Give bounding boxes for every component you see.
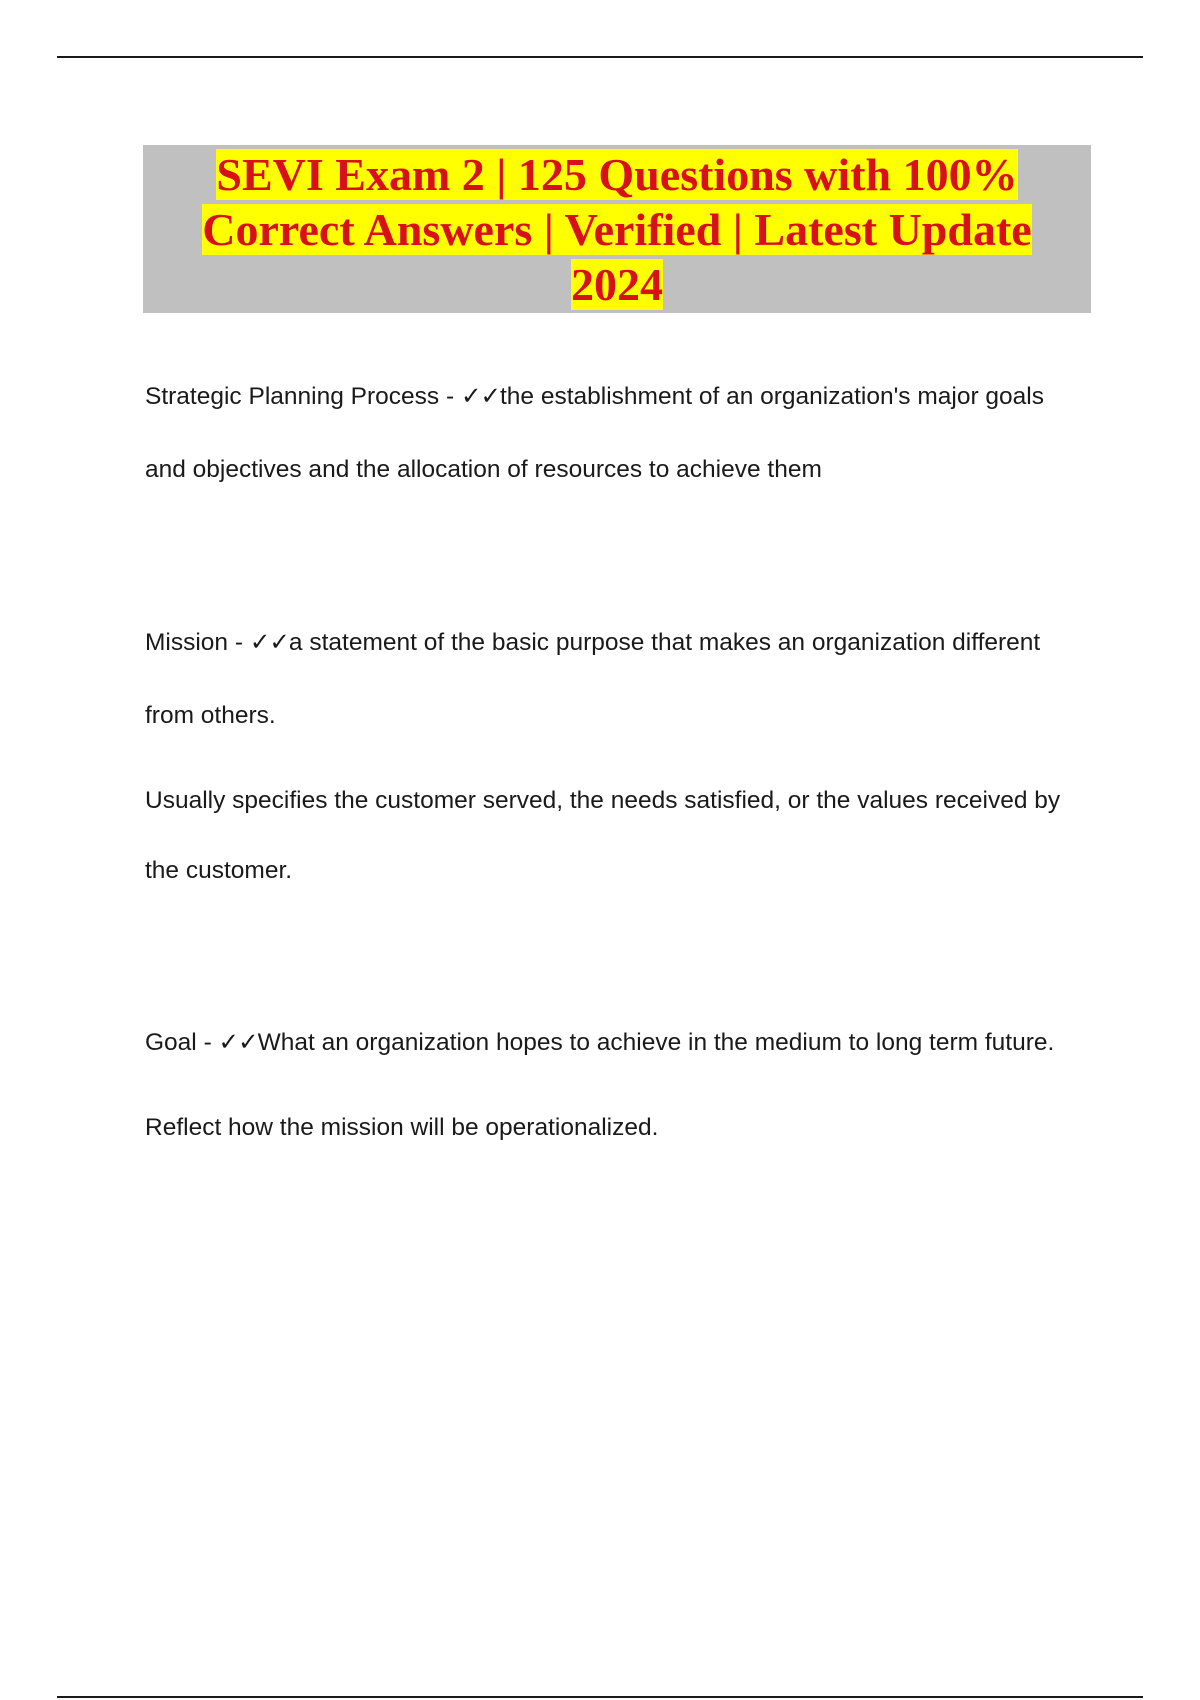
flashcard-definition: the establishment of an organization's major goals and objectives and the allocation of resources to achieve them [145, 383, 1044, 483]
flashcard-definition-paragraph [145, 606, 1085, 752]
flashcard-entry [145, 1006, 1085, 1163]
checkmark-icon: ✓✓ [218, 1029, 258, 1056]
flashcard-extra-paragraph: Reflect how the mission will be operationalized. [145, 1114, 659, 1141]
flashcard-definition: What an organization hopes to achieve in the medium to long term future. [257, 1029, 1055, 1056]
footer-rule [57, 1696, 1143, 1698]
document-title: SEVI Exam 2 | 125 Questions with 100% Correct Answers | Verified | Latest Update 2024 [202, 148, 1032, 310]
flashcard-term: Goal [145, 1029, 197, 1056]
flashcard-term: Strategic Planning Process [145, 383, 440, 410]
flashcard-term: Mission [145, 629, 229, 656]
header-rule [57, 56, 1143, 58]
flashcard-definition-paragraph [145, 360, 1085, 506]
flashcard-entry [145, 360, 1085, 506]
flashcard-definition-paragraph [145, 1006, 1085, 1079]
checkmark-icon: ✓✓ [249, 629, 289, 656]
flashcard-entry [145, 606, 1085, 906]
separator: - [439, 383, 461, 410]
flashcard-definition: a statement of the basic purpose that makes an organization different from others. [145, 629, 1041, 729]
separator: - [228, 629, 250, 656]
checkmark-icon: ✓✓ [460, 383, 500, 410]
separator: - [196, 1029, 219, 1056]
flashcard-list [145, 360, 1085, 1163]
flashcard-extra-paragraph: Usually specifies the customer served, the needs satisfied, or the values received by the customer. [145, 787, 1061, 884]
title-banner [143, 145, 1091, 313]
